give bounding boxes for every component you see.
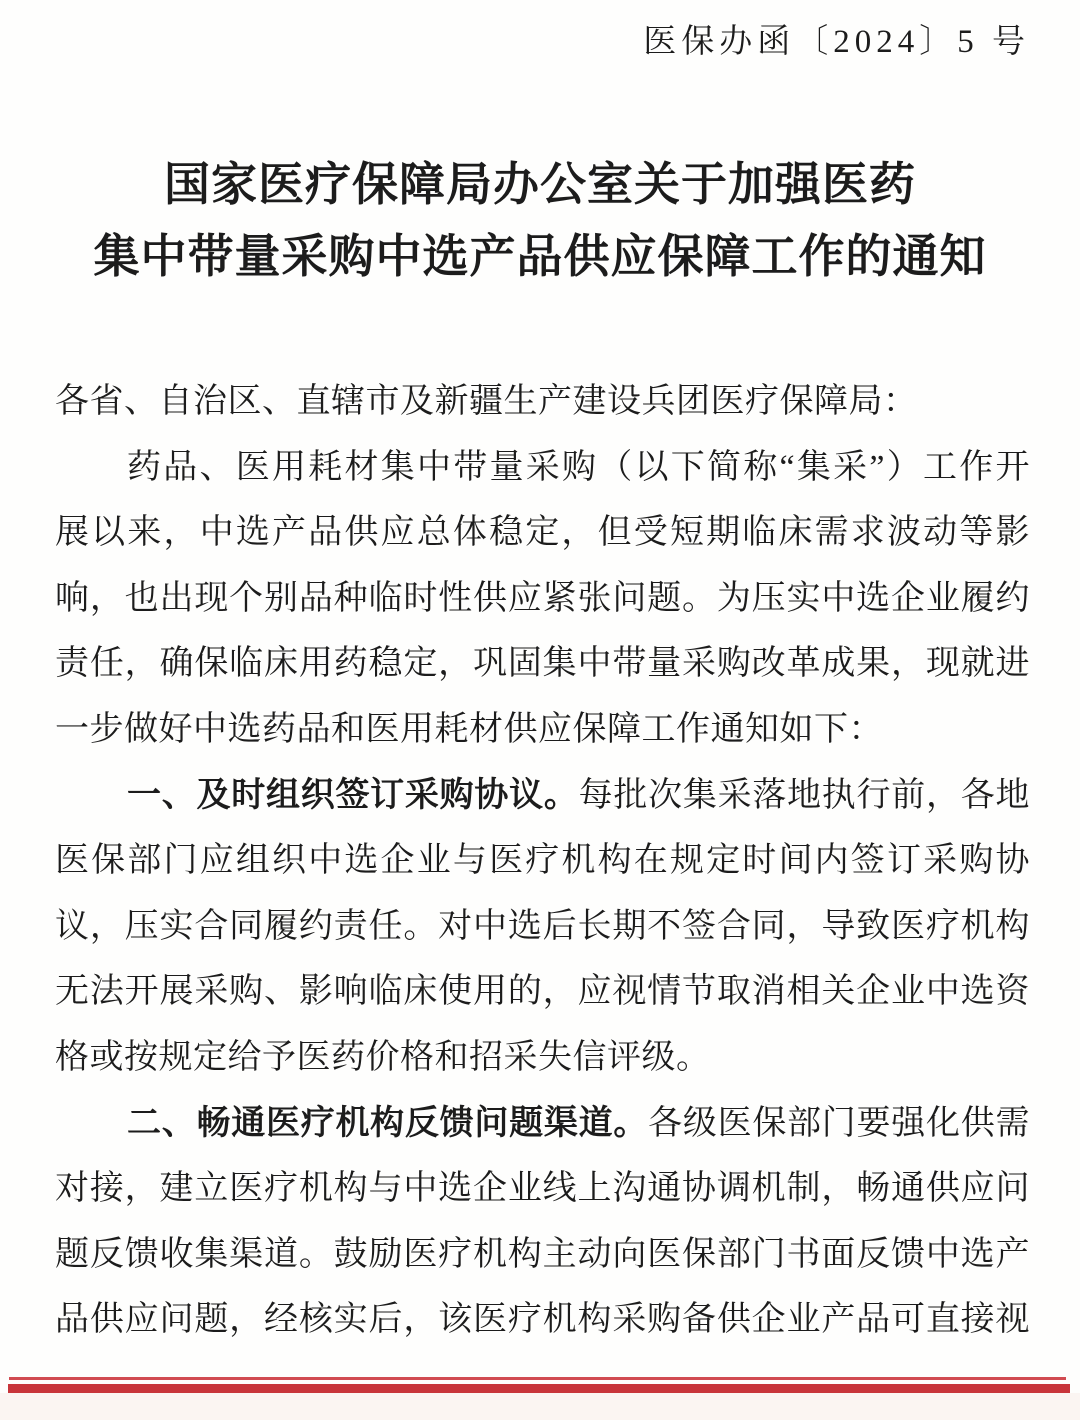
document-line <box>55 631 1030 697</box>
document-body <box>55 369 1030 1353</box>
text-segment: 各省、自治区、直辖市及新疆生产建设兵团医疗保障局： <box>55 383 918 420</box>
text-segment: 责任，确保临床用药稳定，巩固集中带量采购改革成果，现就进 <box>55 645 1030 683</box>
title-line-1: 国家医疗保障局办公室关于加强医药 <box>164 159 916 210</box>
document-line <box>55 1091 1030 1157</box>
text-segment: 医保部门应组织中选企业与医疗机构在规定时间内签订采购协 <box>55 842 1030 880</box>
section-heading-segment: 二、畅通医疗机构反馈问题渠道。 <box>127 1103 649 1142</box>
document-line <box>55 1025 1030 1091</box>
text-segment: 对接，建立医疗机构与中选企业线上沟通协调机制，畅通供应问 <box>55 1170 1030 1208</box>
document-line <box>55 828 1030 894</box>
text-segment: 品供应问题，经核实后，该医疗机构采购备供企业产品可直接视 <box>55 1301 1030 1339</box>
document-line <box>55 369 1030 435</box>
document-line <box>55 500 1030 566</box>
section-heading-segment: 一、及时组织签订采购协议。 <box>127 775 579 814</box>
document-line <box>55 1222 1030 1288</box>
footer-rule-thick <box>8 1384 1070 1393</box>
document-line <box>55 1287 1030 1353</box>
document-line <box>55 1156 1030 1222</box>
text-segment: 响，也出现个别品种临时性供应紧张问题。为压实中选企业履约 <box>55 579 1030 617</box>
text-segment: 议，压实合同履约责任。对中选后长期不签合同，导致医疗机构 <box>55 907 1030 945</box>
text-segment: 题反馈收集渠道。鼓励医疗机构主动向医保部门书面反馈中选产 <box>55 1235 1030 1273</box>
text-segment: 一步做好中选药品和医用耗材供应保障工作通知如下： <box>55 710 883 748</box>
text-segment: 各级医保部门要强化供需 <box>648 1104 1031 1142</box>
document-title <box>0 149 1080 293</box>
document-line <box>55 894 1030 960</box>
document-line <box>55 959 1030 1025</box>
footer-strip <box>0 1393 1080 1420</box>
title-line-2: 集中带量采购中选产品供应保障工作的通知 <box>93 231 987 282</box>
text-segment: 展以来，中选产品供应总体稳定，但受短期临床需求波动等影 <box>55 514 1030 552</box>
footer-rule-thin <box>9 1377 1066 1380</box>
text-segment: 药品、医用耗材集中带量采购（以下简称“集采”）工作开 <box>127 448 1030 486</box>
text-segment: 格或按规定给予医药价格和招采失信评级。 <box>55 1038 711 1076</box>
document-line <box>55 697 1030 763</box>
text-segment: 每批次集采落地执行前，各地 <box>578 776 1031 814</box>
document-line <box>55 566 1030 632</box>
text-segment: 无法开展采购、影响临床使用的，应视情节取消相关企业中选资 <box>55 973 1030 1011</box>
doc-number: 医保办函〔2024〕5 号 <box>643 24 1030 60</box>
document-line <box>55 763 1030 829</box>
document-line <box>55 435 1030 501</box>
